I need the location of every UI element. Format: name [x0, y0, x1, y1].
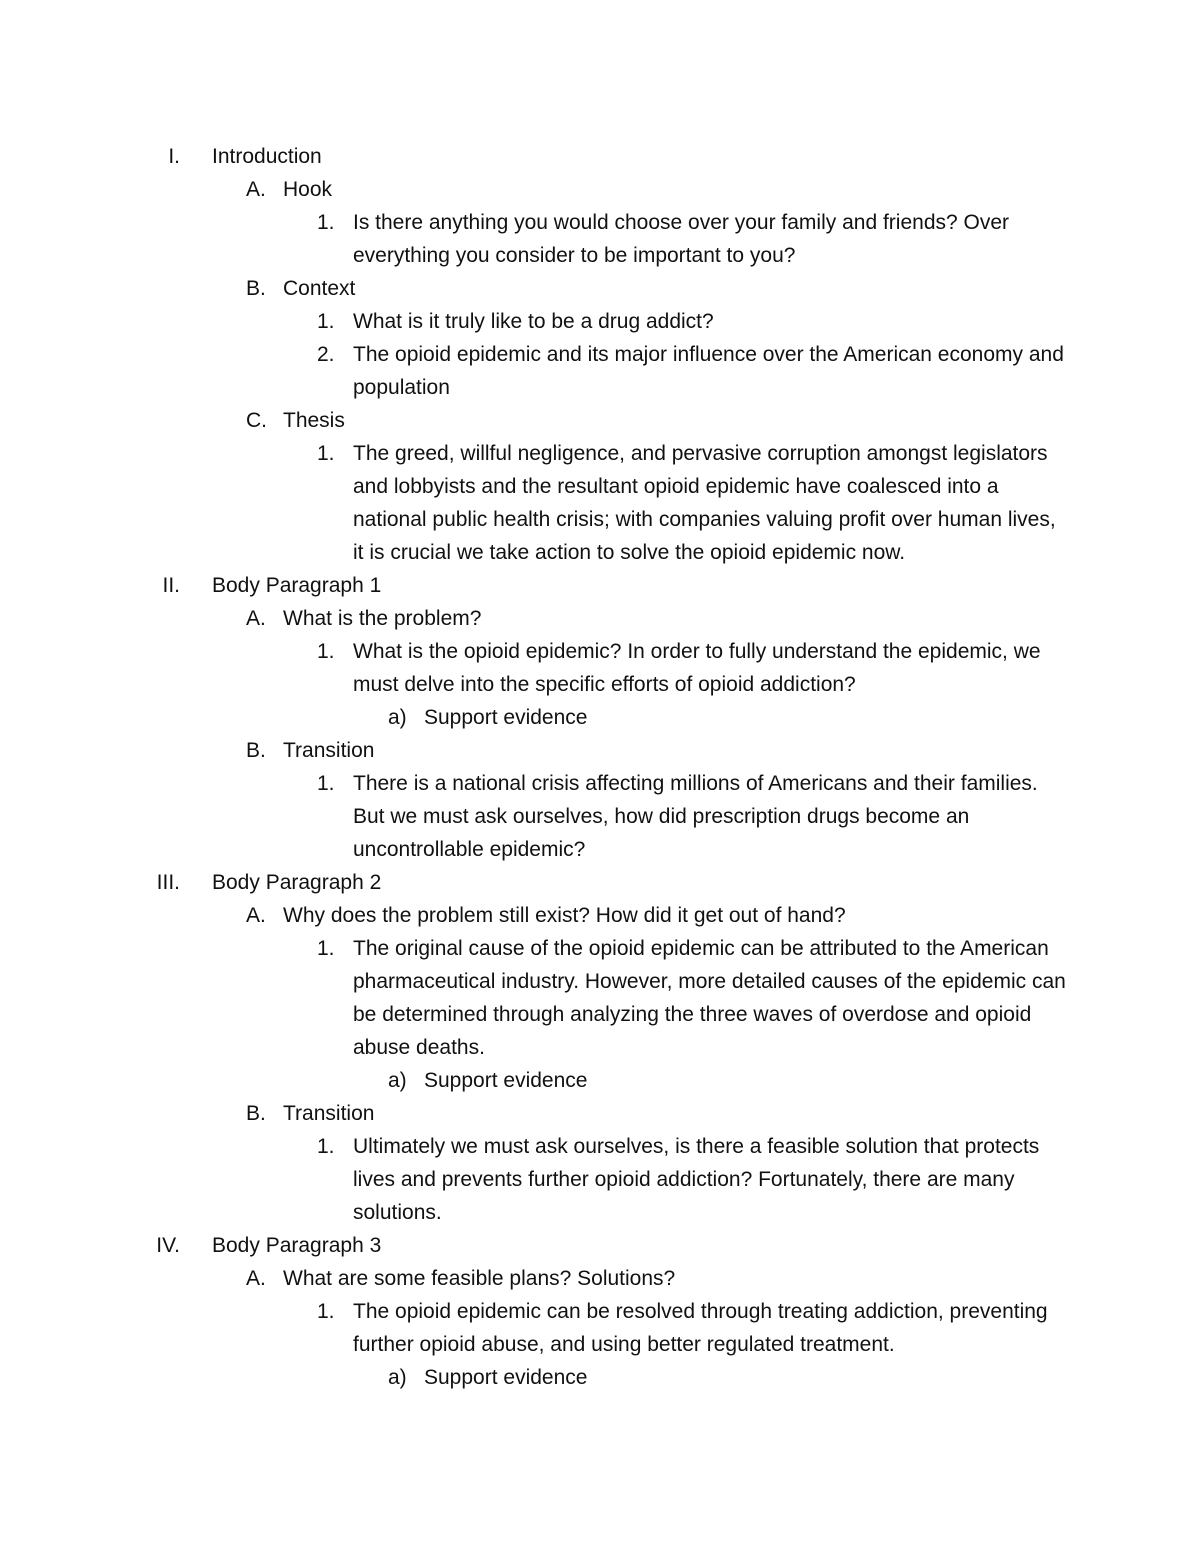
outline-marker: 1. — [317, 772, 335, 795]
outline-text: What is the problem? — [283, 607, 482, 630]
outline-item-level-1 — [0, 866, 1200, 899]
outline-item-level-2 — [0, 1262, 1200, 1295]
outline-marker: a) — [388, 1069, 407, 1092]
outline-item-level-3 — [0, 437, 1200, 569]
outline-text: Introduction — [212, 145, 322, 168]
outline-item-level-3 — [0, 767, 1200, 866]
outline-marker: IV. — [156, 1234, 180, 1257]
outline-text: Body Paragraph 2 — [212, 871, 382, 894]
outline-item-level-1 — [0, 1229, 1200, 1262]
outline-text: What are some feasible plans? Solutions? — [283, 1267, 676, 1290]
outline-text: The greed, willful negligence, and pervasive corruption amongst legislators and lobbyists and the resultant opioid epidemic have coalesced into a national public health crisis; with companies valuing profit over human lives, it is crucial we take action to solve the opioid epidemic now. — [353, 442, 1056, 564]
outline-marker: A. — [246, 1267, 266, 1290]
outline-marker: 2. — [317, 343, 335, 366]
outline-text: What is the opioid epidemic? In order to fully understand the epidemic, we must delve into the specific efforts of opioid addiction? — [353, 640, 1041, 696]
outline-item-level-4 — [0, 1361, 1200, 1394]
outline-text: The opioid epidemic and its major influence over the American economy and population — [353, 343, 1064, 399]
essay-outline — [0, 140, 1200, 1394]
outline-item-level-2 — [0, 272, 1200, 305]
outline-item-level-2 — [0, 404, 1200, 437]
outline-marker: 1. — [317, 937, 335, 960]
outline-marker: B. — [246, 739, 266, 762]
outline-marker: III. — [156, 871, 180, 894]
outline-text: Transition — [283, 739, 375, 762]
outline-item-level-2 — [0, 602, 1200, 635]
outline-text: Body Paragraph 3 — [212, 1234, 382, 1257]
outline-text: Support evidence — [424, 1069, 588, 1092]
outline-item-level-3 — [0, 1130, 1200, 1229]
outline-text: The original cause of the opioid epidemic can be attributed to the American pharmaceutical industry. However, more detailed causes of the epidemic can be determined through analyzing the three waves of overdose and opioid abuse deaths. — [353, 937, 1066, 1059]
outline-marker: 1. — [317, 442, 335, 465]
outline-marker: a) — [388, 1366, 407, 1389]
outline-text: Is there anything you would choose over your family and friends? Over everything you consider to be important to you? — [353, 211, 1010, 267]
outline-text: Body Paragraph 1 — [212, 574, 382, 597]
outline-item-level-3 — [0, 338, 1200, 404]
outline-text: Thesis — [283, 409, 345, 432]
outline-marker: 1. — [317, 1300, 335, 1323]
outline-text: Support evidence — [424, 1366, 588, 1389]
outline-item-level-3 — [0, 305, 1200, 338]
outline-item-level-2 — [0, 734, 1200, 767]
outline-marker: 1. — [317, 211, 335, 234]
outline-marker: 1. — [317, 640, 335, 663]
outline-item-level-2 — [0, 899, 1200, 932]
outline-item-level-3 — [0, 932, 1200, 1064]
outline-marker: A. — [246, 178, 266, 201]
outline-text: Context — [283, 277, 356, 300]
outline-item-level-2 — [0, 1097, 1200, 1130]
outline-marker: A. — [246, 607, 266, 630]
outline-text: There is a national crisis affecting millions of Americans and their families. But we must ask ourselves, how did prescription drugs become an uncontrollable epidemic? — [353, 772, 1038, 861]
outline-item-level-3 — [0, 1295, 1200, 1361]
outline-marker: I. — [168, 145, 180, 168]
outline-text: Support evidence — [424, 706, 588, 729]
outline-text: Transition — [283, 1102, 375, 1125]
outline-marker: B. — [246, 1102, 266, 1125]
outline-marker: a) — [388, 706, 407, 729]
outline-text: Hook — [283, 178, 333, 201]
outline-item-level-4 — [0, 701, 1200, 734]
outline-text: The opioid epidemic can be resolved through treating addiction, preventing further opioid abuse, and using better regulated treatment. — [353, 1300, 1048, 1356]
outline-marker: C. — [246, 409, 267, 432]
outline-text: Why does the problem still exist? How did it get out of hand? — [283, 904, 846, 927]
outline-item-level-1 — [0, 569, 1200, 602]
outline-item-level-3 — [0, 635, 1200, 701]
outline-marker: II. — [162, 574, 180, 597]
outline-text: What is it truly like to be a drug addict? — [353, 310, 714, 333]
outline-item-level-4 — [0, 1064, 1200, 1097]
outline-item-level-1 — [0, 140, 1200, 173]
outline-marker: A. — [246, 904, 266, 927]
outline-marker: 1. — [317, 310, 335, 333]
outline-item-level-2 — [0, 173, 1200, 206]
outline-marker: B. — [246, 277, 266, 300]
outline-item-level-3 — [0, 206, 1200, 272]
outline-marker: 1. — [317, 1135, 335, 1158]
outline-text: Ultimately we must ask ourselves, is there a feasible solution that protects lives and prevents further opioid addiction? Fortunately, there are many solutions. — [353, 1135, 1040, 1224]
